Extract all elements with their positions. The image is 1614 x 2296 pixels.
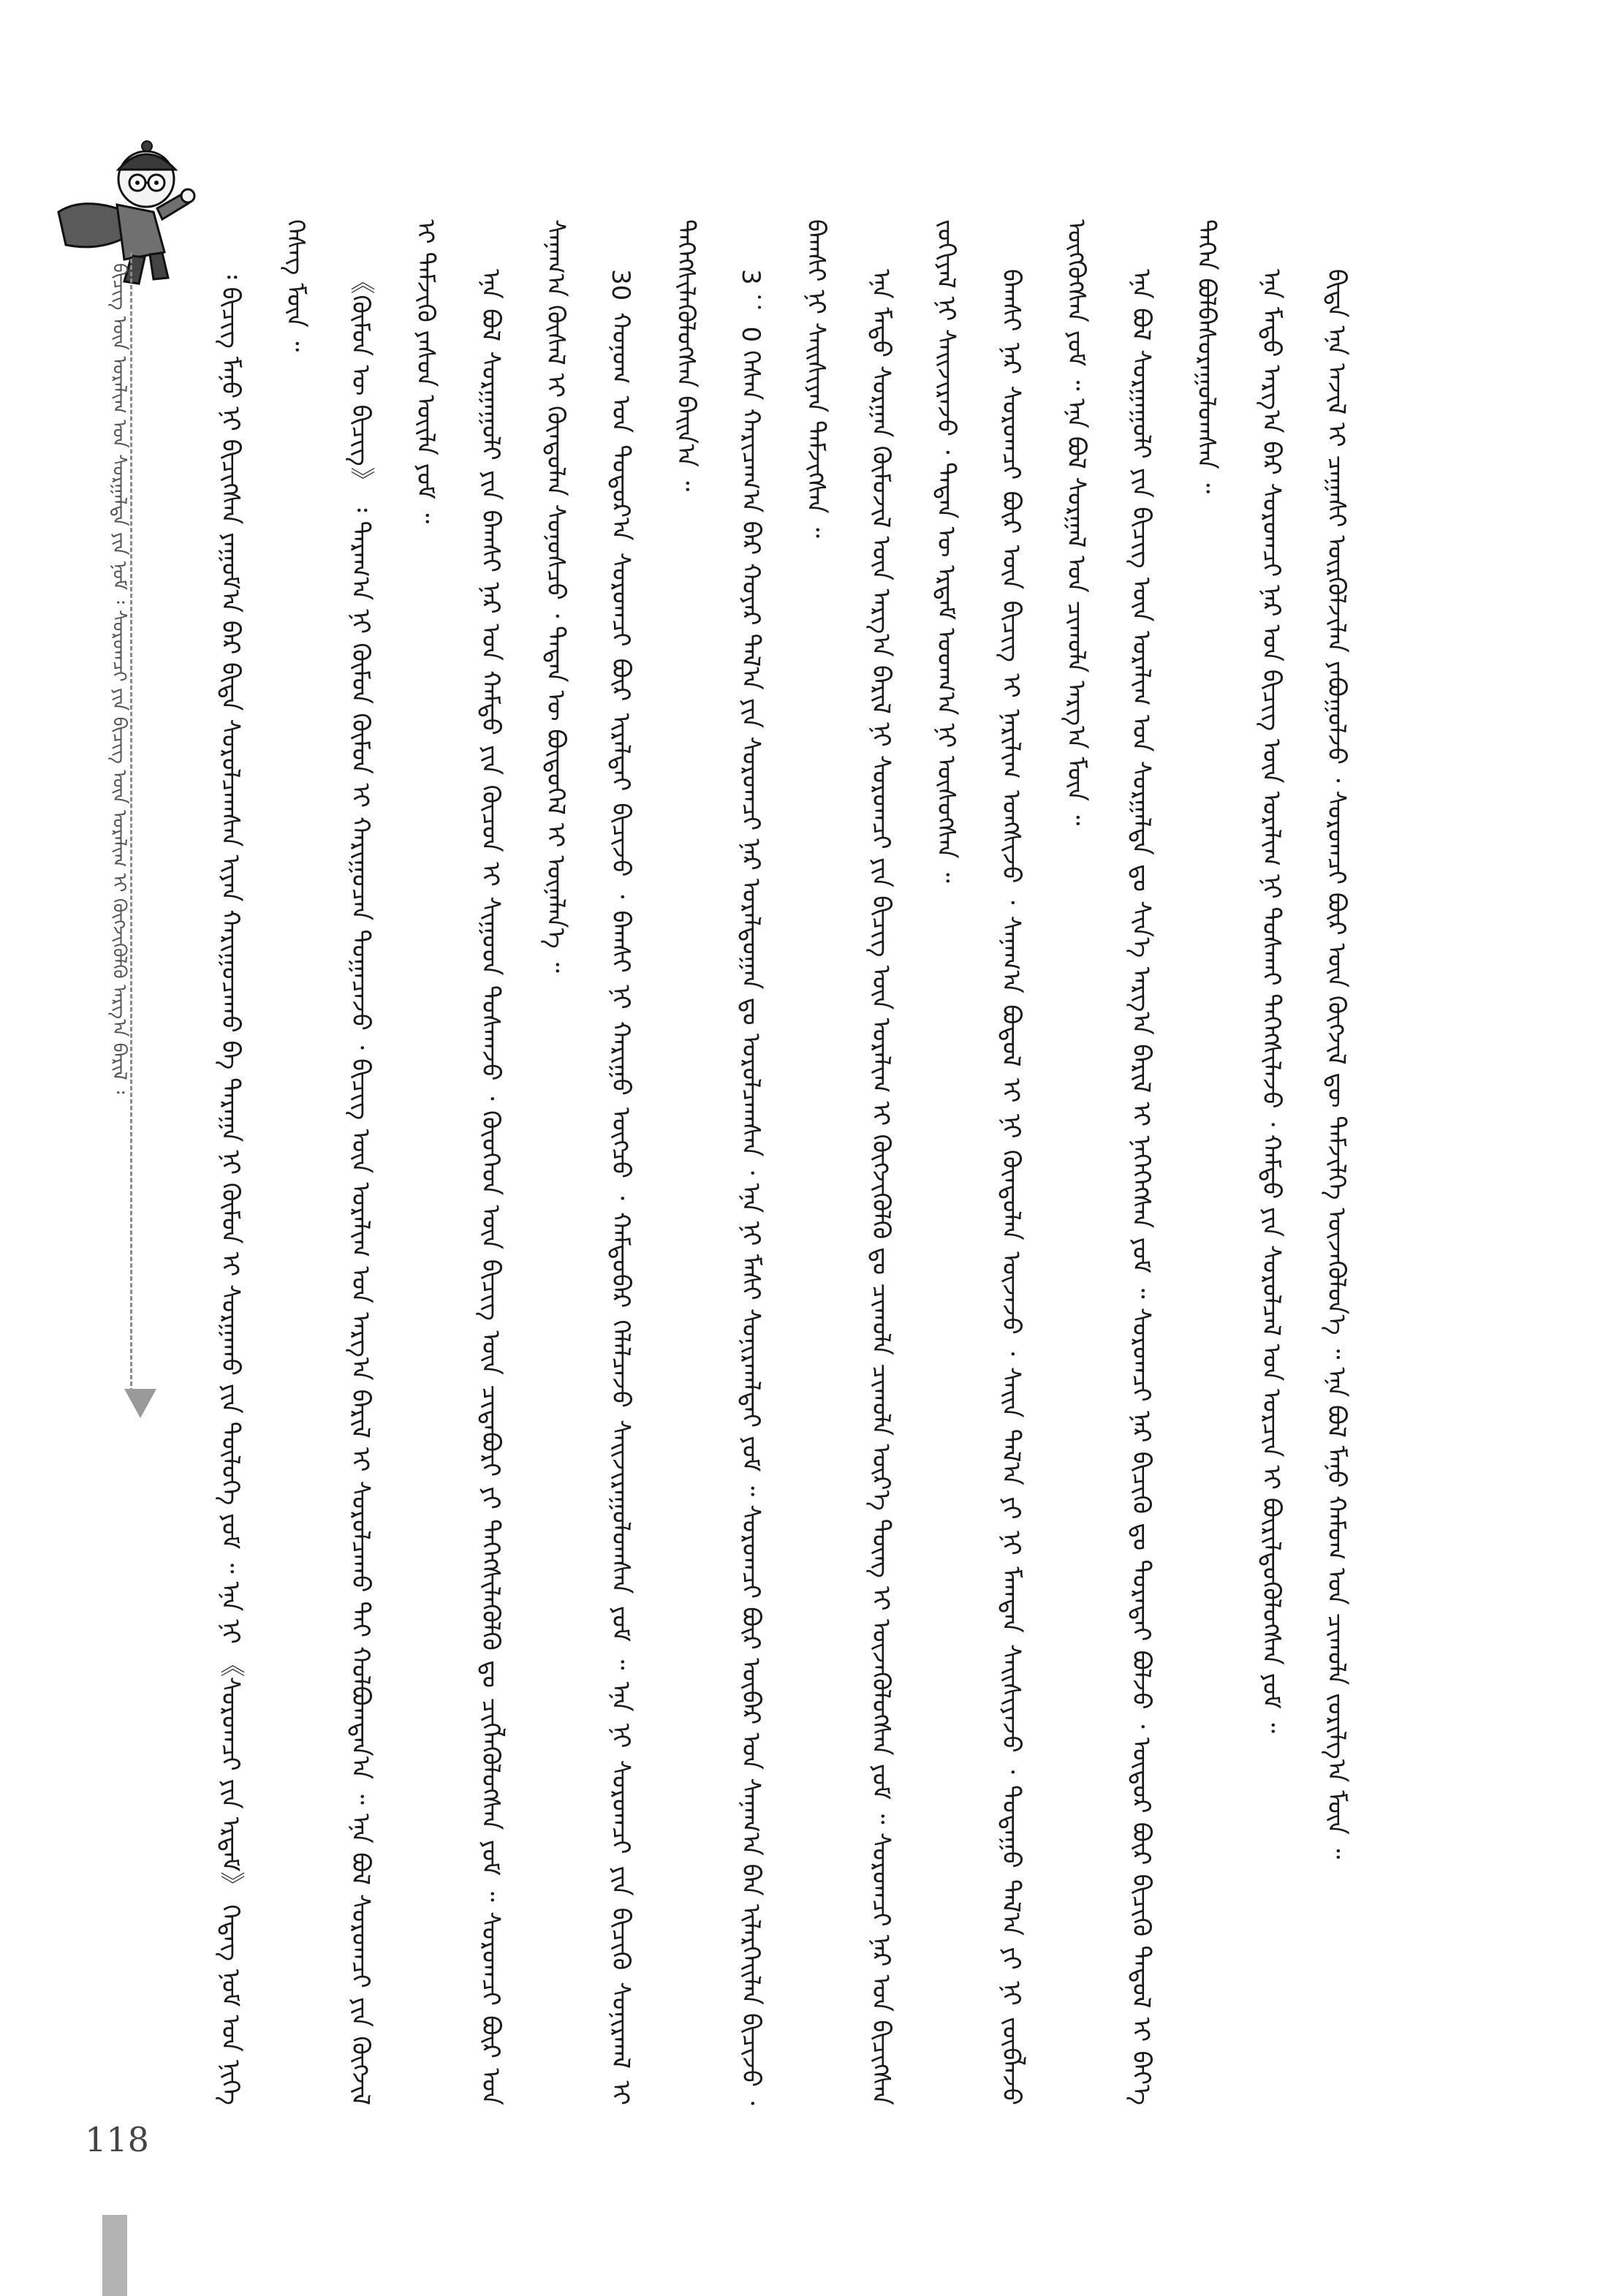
paragraph: 《ᠬᠦᠮᠦᠨ ᠦ ᠪᠢᠴᠢᠭ》 ᠄ ᠳᠠᠷᠠᠭ᠎ᠠ ᠨᠢ ᠬᠦᠮᠦᠨ ᠬᠦᠮᠦᠨ ᠢ ᠬᠠᠷᠢᠭᠤᠴᠠᠨ ᠲᠣᠭᠠᠴᠠᠵᠤ ᠂ ᠪᠢᠴᠢᠭ ᠦᠨ ᠤᠷᠠᠯᠢᠭ ᠤᠨ ᠠᠷᠭ᠎ᠠ ᠪᠠᠷᠢᠯ ᠢ ᠰᠤᠷᠤᠯᠴᠠᠬᠤ ᠲᠠᠢ ᠬᠣᠯᠪᠣᠭᠳᠠᠨ᠎ᠠ ᠃ ᠡᠨᠡ ᠪᠣᠯ ᠰᠤᠷᠤᠭᠴᠢ ᠶᠢᠨ ᠬᠥᠭᠵᠢᠯ ᠢ ᠳᠡᠮᠵᠢᠬᠦ ᠶᠠᠰᠤᠨ ᠦᠢᠯᠡ ᠶᠤᠮ ᠃ <box>346 219 440 2105</box>
paragraph: ᠪᠢᠳᠡ ᠡᠨᠡ ᠠᠵᠢᠯ ᠢ ᠴᠠᠭᠠᠰᠢ ᠦᠷᠭᠦᠯᠵᠢᠯᠡᠨ ᠶᠠᠪᠤᠭᠤᠯᠵᠤ ᠂ ᠰᠤᠷᠤᠭᠴᠢ ᠪᠦᠷ ᠦᠨ ᠬᠥᠭᠵᠢᠯ ᠳᠦ ᠳᠡᠮᠵᠢᠯᠭᠡ ᠦᠵᠡᠭᠦᠯᠦᠨ᠎ᠡ ᠃ ᠡᠨᠡ ᠪᠣᠯ ᠮᠠᠨᠤ ᠬᠠᠮᠤᠭ ᠤᠨ ᠴᠢᠬᠤᠯᠠ ᠵᠣᠷᠢᠯᠭ᠎ᠠ ᠮᠥᠨ ᠃ <box>1322 269 1351 1860</box>
header-dashed-rule <box>130 252 132 1393</box>
paragraph: ᠄ ᠪᠢᠴᠢᠭ᠌ ᠮᠠᠨᠤ ᠨᠢ ᠪᠢᠴᠢᠭᠰᠡᠨ ᠶᠠᠭᠤᠮ᠎ᠠ ᠪᠠᠷ ᠪᠢᠳᠡ ᠰᠤᠷᠤᠯᠴᠠᠭᠰᠠᠨ ᠢᠶᠡᠨ ᠬᠠᠷᠢᠭᠤᠴᠠᠬᠤ ᠪᠠ ᠳᠠᠷᠠᠭᠠ ᠨᠢ ᠬᠦᠮᠦᠨ ᠢ ᠰᠤᠷᠭᠠᠬᠤ ᠶᠢᠨ ᠲᠥᠯᠥᠭᠡ ᠶᠤᠮ ᠃ ᠡᠨᠡ ᠨᠢ 《ᠰᠤᠷᠤᠭᠴᠢ ᠶᠢᠨ ᠡᠷᠳᠡᠮ》 ᠭᠡᠳᠡᠭ ᠨᠣᠮ ᠤᠨ ᠨᠢᠭᠡ ᠬᠡᠰᠡᠭ ᠮᠥᠨ ᠃ <box>216 219 310 2105</box>
paragraph: ᠡᠨᠡ ᠮᠡᠲᠦ ᠰᠤᠷᠭᠠᠨ ᠬᠦᠮᠦᠵᠢᠯ ᠦᠨ ᠠᠷᠭ᠎ᠠ ᠪᠠᠷᠢᠯ ᠨᠢ ᠰᠤᠷᠤᠭᠴᠢ ᠶᠢᠨ ᠪᠢᠴᠢᠭ ᠦᠨ ᠤᠷᠠᠯᠢᠭ ᠢ ᠬᠥᠭᠵᠢᠭᠦᠯᠬᠦ ᠳᠤ ᠴᠢᠬᠤᠯᠠ ᠴᠢᠬᠤᠯᠠ ᠦᠷ᠎ᠡ ᠳᠦᠩ ᠢ ᠦᠵᠡᠭᠦᠯᠦᠭᠰᠡᠨ ᠶᠤᠮ ᠃ ᠰᠤᠷᠤᠭᠴᠢ ᠨᠠᠷ ᠤᠨ ᠪᠢᠴᠢᠭᠰᠡᠨ ᠵᠣᠬᠢᠶᠠᠯ ᠨᠢ ᠰᠠᠢᠵᠢᠷᠠᠵᠤ ᠂ ᠲᠡᠳᠡᠨ ᠦ ᠡᠷᠳᠡᠮ ᠤᠳᠬ᠎ᠠ ᠨᠢ ᠥᠰᠦᠭᠰᠡᠨ ᠃ <box>866 219 961 2105</box>
paragraph: ᠡᠨᠡ ᠪᠣᠯ ᠰᠤᠷᠭᠠᠭᠤᠯᠢ ᠶᠢᠨ ᠪᠢᠴᠢᠭ ᠦᠨ ᠤᠷᠠᠯᠢᠭ ᠤᠨ ᠰᠤᠷᠭᠠᠯᠲᠠ ᠳᠤ ᠰᠢᠨ᠎ᠡ ᠠᠷᠭ᠎ᠠ ᠪᠠᠷᠢᠯ ᠢ ᠨᠡᠭᠡᠭᠡᠭᠰᠡᠨ ᠶᠤᠮ ᠃ ᠰᠤᠷᠤᠭᠴᠢ ᠨᠠᠷ ᠪᠢᠴᠢᠬᠦ ᠳᠤ ᠳᠤᠷᠠᠲᠠᠢ ᠪᠣᠯᠵᠤ ᠂ ᠥᠳᠦᠷ ᠪᠦᠷ ᠪᠢᠴᠢᠬᠦ ᠳᠠᠳᠤᠯ ᠢ ᠪᠡᠶ᠎ᠡ ᠳᠡᠭᠡᠨ ᠪᠣᠯᠪᠠᠰᠤᠷᠠᠭᠤᠯᠤᠭᠰᠠᠨ ᠃ <box>1126 219 1221 2105</box>
body-text <box>197 219 1433 2105</box>
paragraph: ᠡᠨᠡ ᠮᠡᠲᠦ ᠠᠷᠭ᠎ᠠ ᠪᠠᠷ ᠰᠤᠷᠤᠭᠴᠢ ᠨᠠᠷ ᠤᠨ ᠪᠢᠴᠢᠭ ᠦᠨ ᠤᠷᠠᠯᠢᠭ ᠨᠢ ᠲᠤᠰᠬᠠᠢ ᠳᠡᠭᠡᠭᠰᠢᠯᠡᠵᠦ ᠂ ᠬᠠᠮᠲᠤ ᠶᠢᠨ ᠰᠤᠷᠤᠯᠴᠠᠯ ᠤᠨ ᠣᠷᠴᠢᠨ ᠢ ᠪᠦᠷᠢᠯᠳᠦᠭᠦᠯᠦᠭᠰᠡᠨ ᠶᠤᠮ ᠃ <box>1257 269 1286 1734</box>
paragraph: 3 ： 0 ᠭᠡᠰᠡᠨ ᠬᠠᠷᠢᠴᠠᠭ᠎ᠠ ᠪᠠᠷ ᠬᠣᠶᠠᠷ ᠲᠠᠯ᠎ᠠ ᠶᠢᠨ ᠰᠤᠷᠤᠭᠴᠢ ᠨᠠᠷ ᠤᠷᠠᠯᠳᠤᠭᠠᠨ ᠳᠤ ᠣᠷᠣᠯᠴᠠᠭᠰᠠᠨ ᠂ ᠡᠨᠡ ᠨᠢ ᠮᠠᠰᠢ ᠰᠤᠨᠢᠷᠬᠠᠯᠲᠠᠢ ᠶᠤᠮ ᠃ ᠰᠤᠷᠤᠭᠴᠢ ᠪᠦᠷ ᠥᠪᠡᠷ ᠤᠨ ᠰᠠᠨᠠᠭ᠎ᠠ ᠪᠠᠨ ᠢᠯᠡᠷᠬᠡᠢᠯᠡᠨ ᠪᠢᠴᠢᠵᠦ ᠂ ᠪᠠᠭᠰᠢ ᠨᠢ ᠰᠠᠢᠰᠢᠶᠠᠨ ᠳᠡᠮᠵᠢᠭᠰᠡᠨ ᠃ <box>736 219 830 2105</box>
paragraph: 30 ᠬᠣᠨᠣᠭ ᠤᠨ ᠳᠣᠲᠣᠷ᠎ᠠ ᠰᠤᠷᠤᠭᠴᠢ ᠪᠦᠷ ᠢᠷᠠᠯᠲᠠᠢ ᠪᠢᠴᠢᠵᠦ ᠂ ᠪᠠᠭᠰᠢ ᠨᠢ ᠬᠠᠷᠢᠭᠤ ᠥᠭᠴᠦ ᠂ ᠬᠠᠮᠲᠤᠪᠠᠷ ᠬᠡᠯᠡᠯᠴᠡᠵᠦ ᠰᠠᠢᠵᠢᠷᠠᠭᠤᠯᠤᠭᠰᠠᠨ ᠶᠤᠮ ᠃ ᠡᠨᠡ ᠨᠢ ᠰᠤᠷᠤᠭᠴᠢ ᠶᠢᠨ ᠪᠢᠴᠢᠬᠦ ᠰᠣᠨᠢᠷᠬᠠᠯ ᠢ ᠳᠡᠭᠡᠭᠰᠢᠯᠡᠭᠦᠯᠦᠭᠰᠡᠨ ᠪᠠᠢᠨ᠎ᠠ ᠃ <box>606 219 700 2105</box>
running-head: ᠪᠢᠴᠢᠭ ᠦᠨ ᠤᠷᠠᠯᠢᠭ ᠤᠨ ᠰᠤᠷᠭᠠᠯᠲᠠ ᠶᠢᠨ ᠨᠣᠮ ᠄ ᠰᠤᠷᠤᠭᠴᠢ ᠶᠢᠨ ᠪᠢᠴᠢᠭ ᠦᠨ ᠤᠷᠠᠯᠢᠭ ᠢ ᠬᠥᠭᠵᠢᠭᠦᠯᠬᠦ ᠠᠷᠭ᠎ᠠ ᠪᠠᠷᠢᠯ ᠄ <box>108 263 130 1094</box>
header-arrow-icon <box>124 1389 156 1418</box>
page-number: 118 <box>85 2120 149 2159</box>
paragraph: ᠡᠨᠡ ᠪᠣᠯ ᠰᠤᠷᠭᠠᠭᠤᠯᠢ ᠶᠢᠨ ᠪᠠᠭᠰᠢ ᠨᠠᠷ ᠤᠨ ᠬᠠᠮᠲᠤ ᠶᠢᠨ ᠬᠦᠴᠦᠨ ᠢ ᠰᠢᠭᠤᠳ ᠲᠤᠰᠬᠠᠵᠤ ᠂ ᠬᠦᠦᠬᠡᠳ ᠦᠨ ᠪᠢᠴᠢᠭ ᠦᠨ ᠴᠢᠳᠠᠪᠤᠷᠢ ᠶᠢ ᠳᠡᠭᠡᠭᠰᠢᠯᠡᠭᠦᠯᠬᠦ ᠳᠤ ᠴᠢᠭᠯᠡᠭᠦᠯᠦᠭᠰᠡᠨ ᠶᠤᠮ ᠃ ᠰᠤᠷᠤᠭᠴᠢ ᠪᠦᠷ ᠤᠨ ᠰᠠᠨᠠᠭ᠎ᠠ ᠬᠦᠰᠡᠯ ᠢ ᠬᠦᠨᠳᠦᠯᠡᠨ ᠰᠣᠨᠣᠰᠴᠤ ᠂ ᠲᠡᠳᠡᠨ ᠦ ᠪᠦᠲᠦᠭᠡᠯ ᠢ ᠦᠨᠡᠯᠡᠨ᠎ᠡ ᠃ <box>476 219 570 2105</box>
paragraph: ᠪᠠᠭᠰᠢ ᠨᠠᠷ ᠰᠤᠷᠤᠭᠴᠢ ᠪᠦᠷ ᠦᠨ ᠪᠢᠴᠢᠭ ᠢ ᠨᠠᠷᠢᠯᠢᠭ ᠤᠩᠰᠢᠵᠤ ᠂ ᠰᠠᠨᠠᠭ᠎ᠠ ᠪᠤᠳᠤᠯ ᠢ ᠨᠢ ᠬᠦᠨᠳᠦᠯᠡᠨ ᠦᠵᠡᠵᠦ ᠂ ᠰᠠᠢᠨ ᠲᠠᠯ᠎ᠠ ᠶᠢ ᠨᠢ ᠮᠠᠭᠲᠠᠨ ᠰᠠᠢᠰᠢᠶᠠᠵᠤ ᠂ ᠳᠤᠲᠠᠭᠤ ᠲᠠᠯ᠎ᠠ ᠶᠢ ᠨᠢ ᠵᠦᠪᠯᠡᠵᠦ ᠥᠭᠭᠦᠭᠰᠡᠨ ᠶᠤᠮ ᠃ ᠡᠨᠡ ᠪᠣᠯ ᠰᠤᠷᠭᠠᠯ ᠤᠨ ᠴᠢᠬᠤᠯᠠ ᠠᠷᠭ᠎ᠠ ᠮᠥᠨ ᠃ <box>996 219 1091 2105</box>
page-edge-tab <box>102 2215 127 2296</box>
